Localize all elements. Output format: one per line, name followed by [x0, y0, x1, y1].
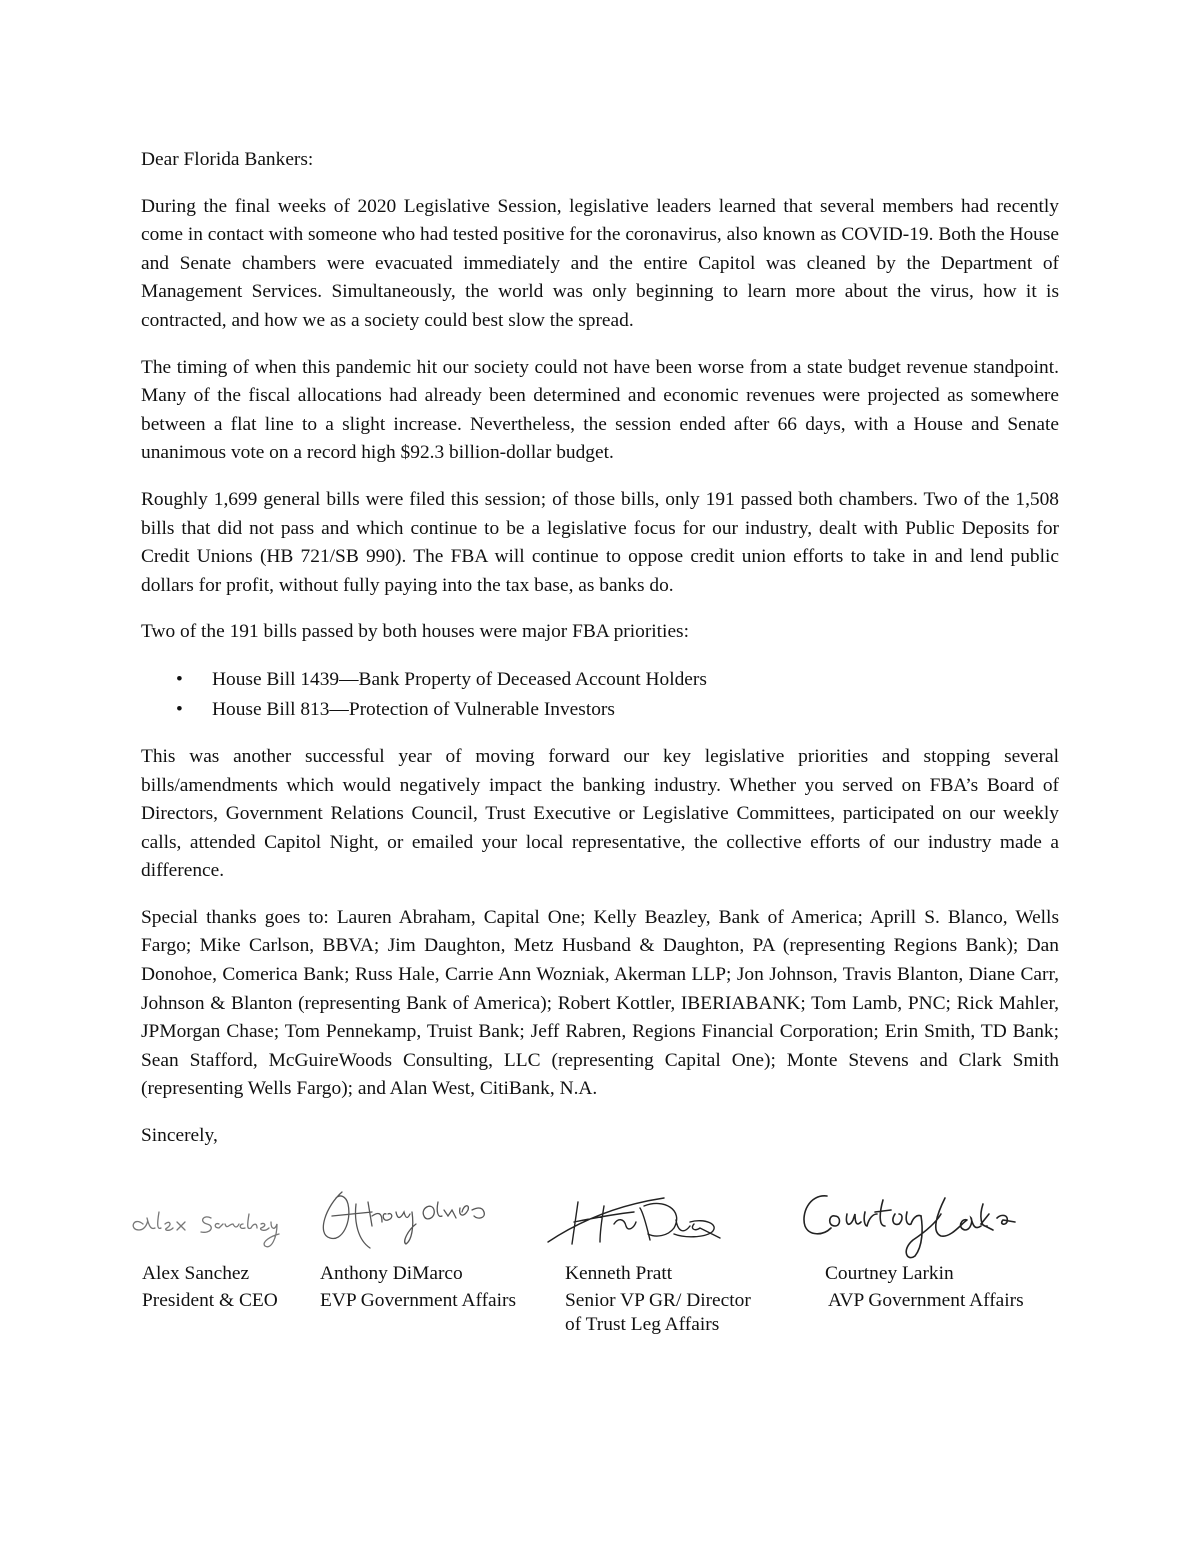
bullet-icon: • [176, 698, 183, 720]
signature-alex-sanchez [125, 1194, 285, 1256]
signature-kenneth-pratt [544, 1188, 724, 1254]
letter-body [141, 146, 1059, 1150]
salutation: Dear Florida Bankers: [141, 149, 314, 170]
list-item-text: House Bill 813—Protection of Vulnerable Investors [212, 698, 615, 720]
list-item [141, 665, 1059, 695]
paragraph-successful-year: This was another successful year of moving forward our key legislative priorities and stopping several bills/amendments which would negatively impact the banking industry. Whether you served on FBA’s Board of Directors, Government Relations Council, Trust Executive or Legislative Committees, participated on our weekly calls, attended Capitol Night, or emailed your local representative, the collective efforts of our industry made a difference. [141, 745, 1059, 882]
signatory-title-continued: of Trust Leg Affairs [565, 1314, 720, 1335]
signature-courtney-larkin [795, 1184, 1021, 1264]
paragraph-priorities-intro: Two of the 191 bills passed by both houses were major FBA priorities: [141, 621, 689, 643]
list-item [141, 695, 1059, 725]
signature-anthony-dimarco [312, 1182, 490, 1254]
signatory-name: Kenneth Pratt [565, 1263, 673, 1284]
closing: Sincerely, [141, 1125, 218, 1147]
signatory-title: Senior VP GR/ Director [565, 1290, 751, 1311]
paragraph-budget: The timing of when this pandemic hit our society could not have been worse from a state budget revenue standpoint. Many of the fiscal allocations had already been determined and economic revenues were projected as somewhere between a flat line to a slight increase. Nevertheless, the session ended after 66 days, with a House and Senate unanimous vote on a record high $92.3 billion-dollar budget. [141, 356, 1059, 464]
paragraph-bills: Roughly 1,699 general bills were filed this session; of those bills, only 191 passed both chambers. Two of the 1,508 bills that did not pass and which continue to be a legislative focus for our industry, dealt with Public Deposits for Credit Unions (HB 721/SB 990). The FBA will continue to oppose credit union efforts to take in and lend public dollars for profit, without fully paying into the tax base, as banks do. [141, 488, 1059, 596]
signatory-name: Anthony DiMarco [320, 1263, 463, 1284]
list-item-text: House Bill 1439—Bank Property of Deceased Account Holders [212, 668, 707, 690]
signatory-title: AVP Government Affairs [828, 1290, 1024, 1311]
signature-block [0, 1182, 1200, 1362]
paragraph-special-thanks: Special thanks goes to: Lauren Abraham, Capital One; Kelly Beazley, Bank of America; Aprill S. Blanco, Wells Fargo; Mike Carlson, BBVA; Jim Daughton, Metz Husband & Daughton, PA (representing Regions Bank); Dan Donohoe, Comerica Bank; Russ Hale, Carrie Ann Wozniak, Akerman LLP; Jon Johnson, Travis Blanton, Diane Carr, Johnson & Blanton (representing Bank of America); Robert Kottler, IBERIABANK; Tom Lamb, PNC; Rick Mahler, JPMorgan Chase; Tom Pennekamp, Truist Bank; Jeff Rabren, Regions Financial Corporation; Erin Smith, TD Bank; Sean Stafford, McGuireWoods Consulting, LLC (representing Capital One); Monte Stevens and Clark Smith (representing Wells Fargo); and Alan West, CitiBank, N.A. [141, 906, 1059, 1100]
signatory-name: Courtney Larkin [825, 1263, 954, 1284]
signatory-name: Alex Sanchez [142, 1263, 250, 1284]
signatory-title: President & CEO [142, 1290, 278, 1311]
signatory-title: EVP Government Affairs [320, 1290, 517, 1311]
bullet-icon: • [176, 668, 183, 690]
priority-bills-list [141, 665, 1059, 725]
paragraph-covid: During the final weeks of 2020 Legislative Session, legislative leaders learned that several members had recently come in contact with someone who had tested positive for the coronavirus, also known as COVID-19. Both the House and Senate chambers were evacuated immediately and the entire Capitol was cleaned by the Department of Management Services. Simultaneously, the world was only beginning to learn more about the virus, how it is contracted, and how we as a society could best slow the spread. [141, 195, 1059, 331]
